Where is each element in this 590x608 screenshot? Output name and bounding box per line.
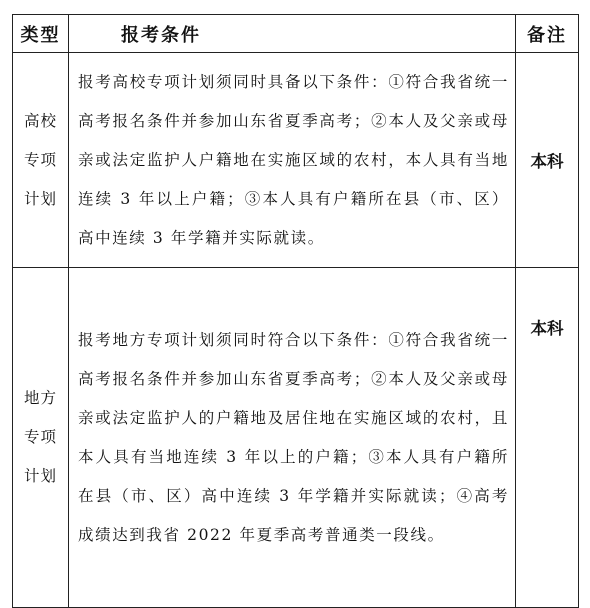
conditions-cell: 报考高校专项计划须同时具备以下条件：①符合我省统一高考报名条件并参加山东省夏季高考；②本人及父亲或母亲或法定监护人户籍地在实施区域的农村，本人具有当地连续 3 年以上户籍；③本人具有户籍所在县（市、区）高中连续 3 年学籍并实际就读。 xyxy=(69,53,516,268)
header-conditions: 报考条件 xyxy=(69,15,516,53)
requirements-table xyxy=(12,14,579,608)
type-cell xyxy=(13,268,69,608)
type-line: 计划 xyxy=(23,189,57,208)
header-type: 类型 xyxy=(13,15,69,53)
header-note: 备注 xyxy=(516,15,579,53)
type-line: 地方 xyxy=(23,389,57,407)
table-row-university-program xyxy=(13,53,579,268)
type-line: 计划 xyxy=(23,467,57,485)
type-line: 专项 xyxy=(23,150,57,169)
table-header-row xyxy=(13,15,579,53)
note-cell: 本科 xyxy=(516,268,579,608)
type-line: 专项 xyxy=(23,428,57,446)
type-line: 高校 xyxy=(23,111,57,130)
table-row-local-program xyxy=(13,268,579,608)
type-cell xyxy=(13,53,69,268)
requirements-table-container xyxy=(12,14,579,608)
conditions-cell: 报考地方专项计划须同时符合以下条件：①符合我省统一高考报名条件并参加山东省夏季高考；②本人及父亲或母亲或法定监护人的户籍地及居住地在实施区域的农村，且本人具有当地连续 3 年以上的户籍；③本人具有户籍所在县（市、区）高中连续 3 年学籍并实际就读；④高考成绩达到我省 2022 年夏季高考普通类一段线。 xyxy=(69,268,516,608)
note-cell: 本科 xyxy=(516,53,579,268)
